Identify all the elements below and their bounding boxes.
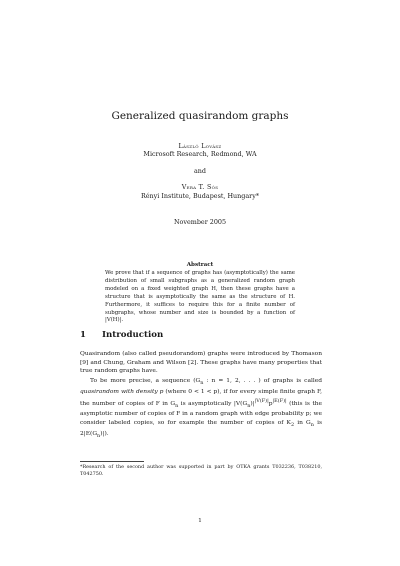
paper-title: Generalized quasirandom graphs [111, 110, 289, 122]
author-affiliation-2: Rényi Institute, Budapest, Hungary* [140, 192, 260, 200]
footnote-divider [80, 461, 144, 462]
para1-text-a: Quasirandom (also called pseudorandom) graphs were introduced by Thomason [80, 351, 322, 357]
section-number: 1 [80, 330, 86, 340]
para2-text-e: )| [250, 400, 255, 407]
intro-paragraph-1 [80, 350, 322, 376]
section-heading [80, 330, 163, 340]
para2-text-f: (this is the asymptotic number of copies of F in a random graph with edge probability p; we consider labeled copies, so for example the number of copies of K [80, 400, 322, 427]
para2-text-b: : n = 1, 2, . . . ) of graphs is called [203, 378, 322, 384]
abstract-heading: Abstract [186, 262, 214, 268]
para2-text-i: )|). [100, 431, 109, 437]
intro-paragraph-2: To be more precise, a sequence ($G_n$ : n = 1, 2, . . . ) of graphs is called quasirandom with density p (where 0 < 1 < p), if for every simple finite graph F, the number of copies of F in $G_n$ is asymptotically $|V(G_n)|^{|V(F)|}p^{|E(F)|}$ (this is the asymptotic number of copies of F in a random graph with edge probability p; we consider labeled copies, so for example the number of copies of $K_2$ in $G_n$ is $2|E(G_n)|$). [80, 378, 323, 440]
footnote: *Research of the second author was supported in part by OTKA grants T032236, T038210, T042750. [80, 464, 322, 477]
author-name-1: László Lovász [178, 142, 222, 150]
para2-text-h: is 2|E(G [80, 420, 323, 437]
para1-text-c: . These graphs have many properties that true random graphs have. [80, 359, 322, 375]
author-conjunction: and [193, 167, 207, 175]
citation-link-9[interactable]: [9] [80, 359, 89, 366]
para2-text-d: is asymptotically |V(G [178, 400, 248, 407]
para1-text-b: and Chung, Graham and Wilson [88, 359, 189, 366]
author-name-2: Vera T. Sós [181, 183, 219, 191]
section-title: Introduction [102, 330, 164, 340]
page-number: 1 [198, 518, 202, 524]
citation-link-2[interactable]: [2] [188, 359, 197, 366]
para2-emphasis: quasirandom with density p [80, 388, 164, 395]
para2-text-g: in G [294, 420, 311, 427]
abstract-text: We prove that if a sequence of graphs has (asymptotically) the same distribution of small subgraphs as a generalized random graph modeled on a fixed weighted graph H, then these graphs have a structure that is asymptotically the same as the structure of H. Furthermore, it suffices to require this for a finite number of subgraphs, whose number and size is bounded by a function of |V(H)|. [105, 270, 295, 324]
author-affiliation-1: Microsoft Research, Redmond, WA [143, 150, 257, 158]
para2-text-a: To be more precise, a sequence (G [90, 378, 201, 384]
para2-text-c: (where 0 < 1 < p), if for every simple finite graph F, the number of copies of F in G [80, 388, 322, 407]
paper-date: November 2005 [173, 218, 227, 226]
